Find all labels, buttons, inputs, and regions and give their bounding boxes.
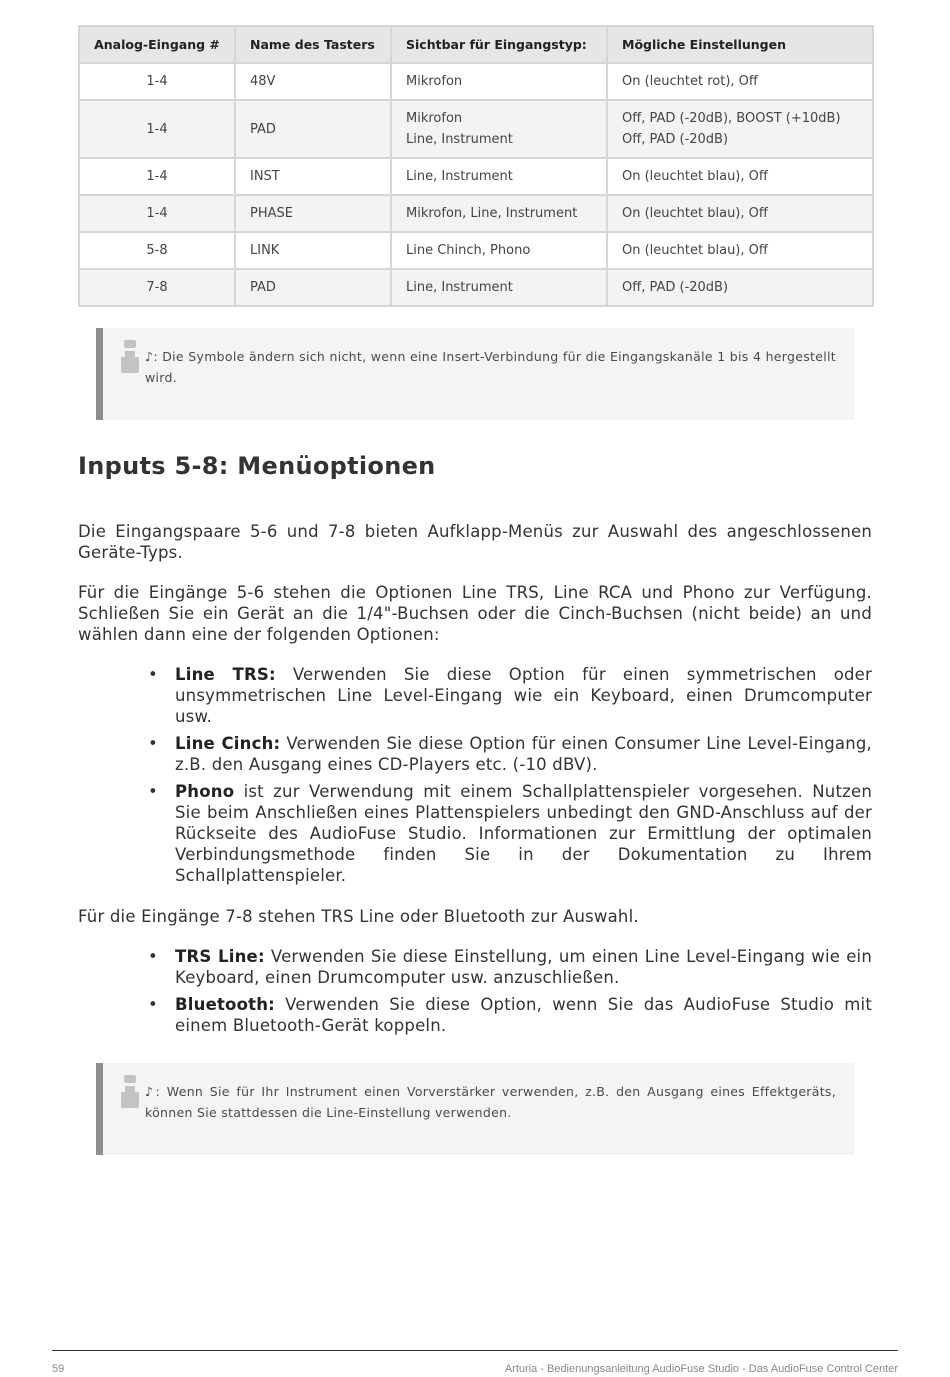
table-row xyxy=(79,100,873,158)
header-visible-for: Sichtbar für Eingangstyp: xyxy=(391,26,607,63)
list-item-term: Bluetooth: xyxy=(175,995,275,1014)
paragraph-2: Für die Eingänge 5-6 stehen die Optionen Line TRS, Line RCA und Phono zur Verfügung. Schließen Sie ein Gerät an die 1/4"-Buchsen oder die Cinch-Buchsen (nicht beide) an und wählen dann eine der folgenden Optionen: xyxy=(78,583,872,644)
cell-visible xyxy=(391,100,607,158)
table-header-row xyxy=(79,26,873,63)
bullet-list-inputs-7-8 xyxy=(148,946,872,1042)
cell-name: LINK xyxy=(235,232,391,269)
paragraph-3: Für die Eingänge 7-8 stehen TRS Line oder Bluetooth zur Auswahl. xyxy=(78,907,639,926)
info-icon xyxy=(121,340,139,374)
list-item-term: Phono xyxy=(175,782,235,801)
footer-divider xyxy=(52,1350,898,1351)
list-item-term: Line Cinch: xyxy=(175,734,281,753)
cell-visible: Line, Instrument xyxy=(391,158,607,195)
info-note-2-text: ♪: Wenn Sie für Ihr Instrument einen Vorverstärker verwenden, z.B. den Ausgang eines Effektgeräts, können Sie stattdessen die Line-Einstellung verwenden. xyxy=(145,1084,836,1120)
info-icon xyxy=(121,1075,139,1109)
page-number: 59 xyxy=(52,1363,65,1375)
cell-visible: Line Chinch, Phono xyxy=(391,232,607,269)
table-row xyxy=(79,158,873,195)
table-row xyxy=(79,63,873,100)
table-row xyxy=(79,195,873,232)
list-item-text: Verwenden Sie diese Option für einen Consumer Line Level-Eingang, z.B. den Ausgang eines CD-Players etc. (-10 dBV). xyxy=(175,734,872,774)
cell-settings: On (leuchtet blau), Off xyxy=(607,158,873,195)
list-item-text: Verwenden Sie diese Option, wenn Sie das AudioFuse Studio mit einem Bluetooth-Gerät koppeln. xyxy=(175,995,872,1035)
list-item xyxy=(148,664,872,727)
info-note-2 xyxy=(96,1063,854,1155)
cell-name: INST xyxy=(235,158,391,195)
list-item-term: Line TRS: xyxy=(175,665,276,684)
header-possible-settings: Mögliche Einstellungen xyxy=(607,26,873,63)
list-item xyxy=(148,733,872,775)
list-item xyxy=(148,994,872,1036)
section-title: Inputs 5-8: Menüoptionen xyxy=(78,452,436,480)
cell-visible: Mikrofon xyxy=(391,63,607,100)
list-item-text: Verwenden Sie diese Einstellung, um einen Line Level-Eingang wie ein Keyboard, einen Drumcomputer usw. anzuschließen. xyxy=(175,947,873,987)
cell-input: 1-4 xyxy=(79,63,235,100)
info-note-1 xyxy=(96,328,854,420)
cell-name: PHASE xyxy=(235,195,391,232)
cell-visible: Mikrofon, Line, Instrument xyxy=(391,195,607,232)
cell-settings-line-2: Off, PAD (-20dB) xyxy=(622,132,729,147)
cell-settings xyxy=(607,100,873,158)
list-item xyxy=(148,946,872,988)
list-item xyxy=(148,781,872,886)
cell-name: 48V xyxy=(235,63,391,100)
cell-input: 1-4 xyxy=(79,195,235,232)
info-note-1-text: ♪: Die Symbole ändern sich nicht, wenn eine Insert-Verbindung für die Eingangskanäle 1 bis 4 hergestellt wird. xyxy=(145,349,836,385)
cell-settings-line-1: Off, PAD (-20dB), BOOST (+10dB) xyxy=(622,111,841,126)
header-button-name: Name des Tasters xyxy=(235,26,391,63)
cell-name: PAD xyxy=(235,269,391,306)
list-item-text: Verwenden Sie diese Option für einen symmetrischen oder unsymmetrischen Line Level-Eingang wie ein Keyboard, einen Drumcomputer usw. xyxy=(175,665,873,726)
footer-title: Arturia - Bedienungsanleitung AudioFuse Studio - Das AudioFuse Control Center xyxy=(504,1363,898,1375)
cell-input: 1-4 xyxy=(79,158,235,195)
bullet-list-inputs-5-6 xyxy=(148,664,872,892)
cell-input: 1-4 xyxy=(79,100,235,158)
settings-table xyxy=(78,25,874,307)
paragraph-1: Die Eingangspaare 5-6 und 7-8 bieten Aufklapp-Menüs zur Auswahl des angeschlossenen Geräte-Typs. xyxy=(78,522,872,562)
table-row xyxy=(79,269,873,306)
cell-name: PAD xyxy=(235,100,391,158)
table-row xyxy=(79,232,873,269)
cell-settings: Off, PAD (-20dB) xyxy=(607,269,873,306)
cell-settings: On (leuchtet blau), Off xyxy=(607,232,873,269)
cell-input: 7-8 xyxy=(79,269,235,306)
list-item-text: ist zur Verwendung mit einem Schallplattenspieler vorgesehen. Nutzen Sie beim Anschließen eines Plattenspielers unbedingt den GND-Anschluss auf der Rückseite des AudioFuse Studio. Informationen zur Ermittlung der optimalen Verbindungsmethode finden Sie in der Dokumentation zu Ihrem Schallplattenspieler. xyxy=(175,782,872,885)
cell-settings: On (leuchtet rot), Off xyxy=(607,63,873,100)
cell-visible-line-1: Mikrofon xyxy=(406,111,463,126)
cell-visible: Line, Instrument xyxy=(391,269,607,306)
cell-settings: On (leuchtet blau), Off xyxy=(607,195,873,232)
list-item-term: TRS Line: xyxy=(175,947,265,966)
header-analog-input: Analog-Eingang # xyxy=(79,26,235,63)
cell-visible-line-2: Line, Instrument xyxy=(406,132,513,147)
cell-input: 5-8 xyxy=(79,232,235,269)
